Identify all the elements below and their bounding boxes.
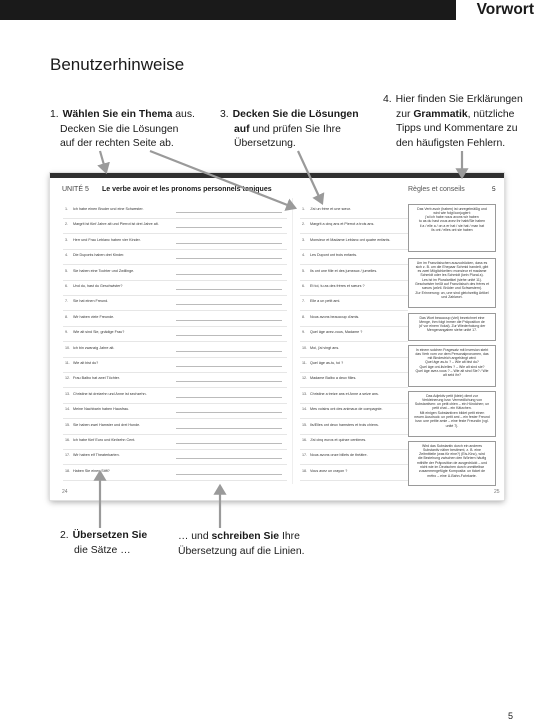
german-row <box>65 330 124 335</box>
german-row <box>65 238 141 243</box>
german-row-number: 14. <box>65 407 71 412</box>
german-row <box>65 253 124 258</box>
german-row-number: 8. <box>65 314 69 319</box>
french-row-number: 15. <box>302 422 308 427</box>
unit-title: Le verbe avoir et les pronoms personnels toniques <box>102 186 272 193</box>
callout-2-number: 2. <box>60 530 69 541</box>
row-separator <box>63 233 287 234</box>
french-row-number: 16. <box>302 438 308 442</box>
answer-line[interactable] <box>176 289 282 290</box>
tip-line: Menge, ihm folgt immer die Präposition de <box>419 319 485 324</box>
row-separator <box>300 280 408 281</box>
answer-line[interactable] <box>176 351 282 352</box>
french-row-text: Quel âge as-tu, toi ? <box>310 361 344 365</box>
row-separator <box>63 280 287 281</box>
german-row <box>65 207 144 212</box>
callout-3-line2 <box>220 123 370 138</box>
callout-3-bold2: auf <box>234 123 250 135</box>
french-row-text: Et toi, tu as des frères et sœurs ? <box>310 284 365 288</box>
callout-1-line2: Decken Sie die Lösungen <box>60 123 179 135</box>
french-row-text: J'ai un frère et une sœur. <box>310 207 351 211</box>
callout-5 <box>178 530 338 559</box>
tip-line: mit Bindestrich angehängt wird: <box>427 356 477 361</box>
german-row <box>65 453 120 458</box>
german-row-text: Ich bin zwanzig Jahre alt. <box>73 345 115 350</box>
book-folio-left: 24 <box>62 489 68 495</box>
german-row-text: Herr und Frau Leblanc haben vier Kinder. <box>73 237 141 242</box>
callout-2-line2: die Sätze … <box>74 544 131 556</box>
french-row <box>302 269 377 274</box>
german-row-text: Wir haben viele Freunde. <box>73 314 115 319</box>
tip-box <box>408 441 496 486</box>
callout-1-rest: aus. <box>172 109 195 120</box>
callout-4-rest2: , nützliche <box>467 108 515 120</box>
tip-line: neuen Ausdruck: un petit ami – ein fester Freund <box>414 414 490 419</box>
tip-line: Zeitmitteile (was für eine?) (Eis-Kino), wird <box>419 452 485 457</box>
french-row <box>302 376 356 381</box>
callout-4-bold2: Grammatik <box>413 108 468 120</box>
german-row-text: Frau Balbo hat zwei Töchter. <box>73 376 120 381</box>
german-row-text: Ich habe fünf Euro und fünfzehn Cent. <box>73 438 136 442</box>
tip-box <box>408 204 496 252</box>
french-row-number: 4. <box>302 253 306 258</box>
row-separator <box>63 341 287 342</box>
row-separator <box>63 418 287 419</box>
german-row-number: 3. <box>65 237 69 242</box>
tip-line: Das Adjektiv petit (klein) dient zur <box>426 393 478 398</box>
german-row <box>65 299 108 304</box>
tip-line: métro – eine U-Bahn-Fahrkarte. <box>427 473 477 478</box>
tip-line: ils ont / elles ont sie haben <box>431 227 473 232</box>
french-row <box>302 453 368 458</box>
french-row-number: 2. <box>302 222 306 227</box>
french-row-number: 7. <box>302 299 306 304</box>
row-separator <box>63 449 287 450</box>
row-separator <box>63 403 287 404</box>
callout-4-pre2: zur <box>396 108 414 120</box>
answer-line[interactable] <box>176 412 282 413</box>
tip-line: Um im Französischen auszudrücken, dass es <box>416 260 488 265</box>
german-row-number: 7. <box>65 299 69 304</box>
row-separator <box>300 218 408 219</box>
french-row <box>302 423 379 428</box>
tip-line: Quel âge avez-vous ? – Wie alt sind Sie? / Wie <box>415 368 489 373</box>
french-row-text: Nous avons beaucoup d'amis. <box>310 314 360 319</box>
french-row-text: Elle a un petit ami. <box>310 299 341 304</box>
answer-line[interactable] <box>176 381 282 382</box>
callout-4-line1: Hier finden Sie Erklärungen <box>395 94 523 105</box>
row-separator <box>63 387 287 388</box>
french-row-text: Margrit a cinq ans et Pierrot a trois ans. <box>310 222 375 227</box>
row-separator <box>300 326 408 327</box>
row-separator <box>300 480 408 481</box>
french-row <box>302 238 390 243</box>
german-row-text: Haben Sie einen Stift? <box>73 468 110 473</box>
answer-line[interactable] <box>176 428 282 429</box>
tip-line: tu as du hast vous avez ihr habt/Sie haben <box>418 219 486 224</box>
row-separator <box>300 387 408 388</box>
row-separator <box>300 418 408 419</box>
german-row-text: Wie alt bist du? <box>73 361 99 365</box>
row-separator <box>300 233 408 234</box>
french-row-number: 18. <box>302 468 308 473</box>
tip-line: petit chat – ein Kätzchen. <box>432 406 472 411</box>
tip-line: die Beziehung zwischen den Wörtern häufig <box>417 456 487 461</box>
answer-line[interactable] <box>176 304 282 305</box>
french-row <box>302 438 366 443</box>
german-row-number: 1. <box>65 207 69 211</box>
tip-line: Schmidt oder les Schmidt (kein Plural-s). <box>420 273 484 278</box>
german-row-text: Sie hat einen Freund. <box>73 299 109 304</box>
german-row-number: 4. <box>65 253 69 258</box>
callout-4-line2 <box>383 108 533 123</box>
german-row-text: Wir haben elf Theaterkarten. <box>73 453 120 458</box>
french-row-text: Nous avons onze billets de théâtre. <box>310 453 368 458</box>
callout-1-line3: auf der rechten Seite ab. <box>60 138 174 149</box>
tip-line: il a / elle a / on a er hat / sie hat / man hat <box>419 223 485 228</box>
footer-page-number: 5 <box>508 711 514 721</box>
answer-line[interactable] <box>176 458 282 459</box>
row-separator <box>63 357 287 358</box>
tip-line: Substantiven: un petit chien – ein Hündchen; un <box>414 402 490 407</box>
callout-3 <box>220 108 370 152</box>
tip-line: In einem solchen Fragesatz mit Inversion steht <box>415 347 489 352</box>
row-separator <box>300 310 408 311</box>
tip-line: Zur Erinnerung: un, une sind gleichzeitig Artikel <box>415 290 489 295</box>
row-separator <box>300 341 408 342</box>
callout-5-pre1: … und <box>178 531 212 542</box>
callout-5-line2: Übersetzung auf die Linien. <box>178 545 305 557</box>
row-separator <box>63 264 287 265</box>
tip-line: Wird das Substantiv durch ein anderes <box>421 443 483 448</box>
german-row-number: 11. <box>65 361 70 365</box>
tip-line: sœurs (wörtl. Brüder und Schwestern). <box>421 286 483 291</box>
french-row-number: 3. <box>302 237 306 242</box>
tip-line: Geschwister heißt auf Französisch des frères et <box>414 281 490 286</box>
tip-line: (d' vor einem Vokal). Zur Wiederholung der <box>418 324 486 329</box>
french-row-number: 17. <box>302 453 308 458</box>
german-row-text: Meine Nachbarin haben Hausfrau. <box>73 407 130 412</box>
answer-line[interactable] <box>176 243 282 244</box>
french-row <box>302 330 362 335</box>
tip-box <box>408 345 496 387</box>
french-row <box>302 207 351 212</box>
french-row-number: 8. <box>302 314 306 319</box>
answer-line[interactable] <box>176 274 282 275</box>
french-row <box>302 361 343 366</box>
answer-line[interactable] <box>176 320 282 321</box>
callout-3-line3: Übersetzung. <box>234 138 296 149</box>
book-folio-right: 25 <box>494 489 500 495</box>
row-separator <box>63 434 287 435</box>
german-row <box>65 361 98 366</box>
french-row-number: 5. <box>302 268 306 273</box>
french-row <box>302 284 365 289</box>
french-row <box>302 315 359 320</box>
tip-line: Les ist im Pluralartikel (siehe unité 11). <box>422 277 482 282</box>
german-row <box>65 438 135 443</box>
row-separator <box>63 372 287 373</box>
header-title: Vorwort <box>476 1 534 18</box>
callout-3-number: 3. <box>220 109 229 120</box>
german-row-number: 9. <box>65 330 69 335</box>
tip-box <box>408 313 496 341</box>
german-row <box>65 346 114 351</box>
german-row-text: Wie alt sind Sie, gnädige Frau? <box>73 330 125 335</box>
french-row-number: 9. <box>302 330 306 335</box>
tip-line: nicht wie im Deutschen durch unmittelbar <box>419 464 484 469</box>
tip-line: Mengenangaben siehe unité 17. <box>426 328 477 333</box>
callout-4-line3: Tipps und Kommentare zu <box>396 123 518 134</box>
german-row <box>65 407 129 412</box>
book-divider <box>292 198 293 484</box>
tip-line: bzw. une petite amie – eine feste Freundin (vgl. <box>415 419 489 424</box>
german-row-text: Sie haben zwei Hamster und drei Hunde. <box>73 422 141 427</box>
tip-line: j'ai ich habe nous avons wir haben <box>425 215 479 220</box>
french-row-text: Quel âge avez-vous, Madame ? <box>310 330 363 335</box>
arrow-1-to-sentences <box>100 151 106 172</box>
row-separator <box>63 249 287 250</box>
german-row <box>65 222 159 227</box>
german-row-number: 16. <box>65 438 71 442</box>
french-row-text: Vous avez un crayon ? <box>310 468 348 473</box>
french-row-text: Mes voisins ont des animaux de compagnie. <box>310 407 383 412</box>
french-row-number: 1. <box>302 207 306 211</box>
german-row-number: 13. <box>65 391 71 396</box>
french-row-number: 14. <box>302 407 308 412</box>
unit-label: UNITÉ 5 <box>62 186 89 193</box>
german-row <box>65 376 120 381</box>
callout-1-number: 1. <box>50 109 59 120</box>
french-row-number: 10. <box>302 345 308 350</box>
german-row-text: Die Duponts haben drei Kinder. <box>73 253 125 258</box>
tip-line: Verkleinerung bzw. Vermedlichung von <box>421 397 483 402</box>
answer-line[interactable] <box>176 474 282 475</box>
tip-line: Quel âge as-tu ? – Wie alt bist du? <box>425 360 479 365</box>
book-page-number: 5 <box>492 186 496 193</box>
german-row-text: Margrit ist fünf Jahre alt und Pierrot ist drei Jahre alt. <box>73 222 159 227</box>
french-row-text: Madame Balbo a deux filles. <box>310 376 357 381</box>
callout-4-number: 4. <box>383 94 392 105</box>
row-separator <box>63 480 287 481</box>
row-separator <box>63 326 287 327</box>
tip-line: sich z. B. um die Ehepaar Schmid handelt, gibt <box>415 264 489 269</box>
french-row-text: Moi, j'ai vingt ans. <box>310 345 340 350</box>
german-row-text: Christine ist dreizehn und Anne ist sechzehn. <box>73 391 147 396</box>
french-row-text: Christine a treize ans et Anne a seize ans. <box>310 391 379 396</box>
tip-line: wird wie folgt konjugiert: <box>433 210 471 215</box>
french-row-text: Ils ont une fille et des jumeaux / jumelles. <box>310 268 378 273</box>
tip-line: unité 7). <box>445 423 459 428</box>
row-separator <box>300 449 408 450</box>
german-row-number: 17. <box>65 453 71 458</box>
callout-1-bold: Wählen Sie ein Thema <box>62 109 173 120</box>
french-row <box>302 407 383 412</box>
tip-line: das Verb vorn vor dem Personalpronomen, das <box>415 351 489 356</box>
rules-section-label: Règles et conseils <box>408 186 465 193</box>
row-separator <box>300 249 408 250</box>
tip-line: und Zahlwort. <box>441 294 463 299</box>
callout-5-rest1: Ihre <box>279 531 300 542</box>
answer-line[interactable] <box>176 227 282 228</box>
german-row <box>65 392 147 397</box>
callout-2-bold1: Übersetzen Sie <box>72 530 148 541</box>
french-row <box>302 469 347 474</box>
answer-line[interactable] <box>176 366 282 367</box>
tip-line: Substantiv näher bestimmt, z. B. eine <box>423 447 481 452</box>
row-separator <box>300 464 408 465</box>
tip-line: Das Verb avoir (haben) ist unregelmäßig und <box>417 206 487 211</box>
row-separator <box>300 403 408 404</box>
row-separator <box>300 264 408 265</box>
row-separator <box>63 295 287 296</box>
german-row <box>65 284 122 289</box>
french-row <box>302 299 340 304</box>
french-row <box>302 346 339 351</box>
german-row-number: 5. <box>65 268 69 273</box>
german-row-text: Ich habe einen Bruder und eine Schwester. <box>73 207 144 211</box>
book-top-strip <box>50 173 504 178</box>
row-separator <box>63 310 287 311</box>
german-row-number: 10. <box>65 345 71 350</box>
french-row-number: 13. <box>302 391 308 396</box>
row-separator <box>300 357 408 358</box>
row-separator <box>300 295 408 296</box>
answer-line[interactable] <box>176 335 282 336</box>
tip-box <box>408 258 496 308</box>
row-separator <box>63 218 287 219</box>
german-row <box>65 423 140 428</box>
french-row-number: 12. <box>302 376 308 381</box>
tip-box <box>408 391 496 437</box>
tip-line: es zwei Möglichkeiten: monsieur et madame <box>417 269 487 274</box>
french-row <box>302 392 379 397</box>
answer-line[interactable] <box>176 258 282 259</box>
german-row-number: 15. <box>65 422 71 427</box>
german-row <box>65 469 110 474</box>
german-row-text: Sie haben eine Tochter und Zwillinge. <box>73 268 135 273</box>
french-row <box>302 222 374 227</box>
answer-line[interactable] <box>176 443 282 444</box>
row-separator <box>300 434 408 435</box>
german-row-text: Und du, hast du Geschwister? <box>73 284 123 288</box>
callout-5-bold1: schreiben Sie <box>211 531 280 542</box>
page-title: Benutzerhinweise <box>50 55 185 74</box>
german-row-number: 6. <box>65 284 69 288</box>
row-separator <box>300 372 408 373</box>
callout-4-line4: den häufigsten Fehlern. <box>396 137 506 149</box>
tip-line: zusammengefügte Komposita: un ticket de <box>418 469 486 474</box>
callout-1 <box>50 108 200 152</box>
callout-3-bold1: Decken Sie die Lösungen <box>232 109 359 120</box>
german-row-number: 18. <box>65 468 71 473</box>
french-row-text: Les Dupont ont trois enfants. <box>310 253 358 258</box>
callout-3-rest2: und prüfen Sie Ihre <box>249 123 341 135</box>
german-row <box>65 315 114 320</box>
tip-line: Das Wort beaucoup (viel) bezeichnet eine <box>419 315 485 320</box>
german-row-number: 12. <box>65 376 71 381</box>
tip-line: Quel âge ont-ils/elles ? – Wie alt sind sie? <box>419 364 485 369</box>
answer-line[interactable] <box>176 212 282 213</box>
answer-line[interactable] <box>176 397 282 398</box>
french-row-number: 11. <box>302 361 307 365</box>
tip-line: Mit einigen Substantiven bildet petit einen <box>419 410 485 415</box>
callout-2 <box>60 529 160 558</box>
french-row-text: Ils/Elles ont deux hamsters et trois chiens. <box>310 422 379 427</box>
row-separator <box>63 464 287 465</box>
german-row-number: 2. <box>65 222 69 227</box>
french-row-text: Monsieur et Madame Leblanc ont quatre enfants. <box>310 237 391 242</box>
french-row <box>302 253 357 258</box>
french-row-text: J'ai cinq euros et quinze centimes. <box>310 438 367 442</box>
callout-4 <box>383 93 533 151</box>
tip-line: alt seid ihr? <box>443 373 461 378</box>
tip-line: mithilfe der Präposition de ausgedrückt – und <box>416 460 488 465</box>
german-row <box>65 269 134 274</box>
french-row-number: 6. <box>302 284 306 288</box>
